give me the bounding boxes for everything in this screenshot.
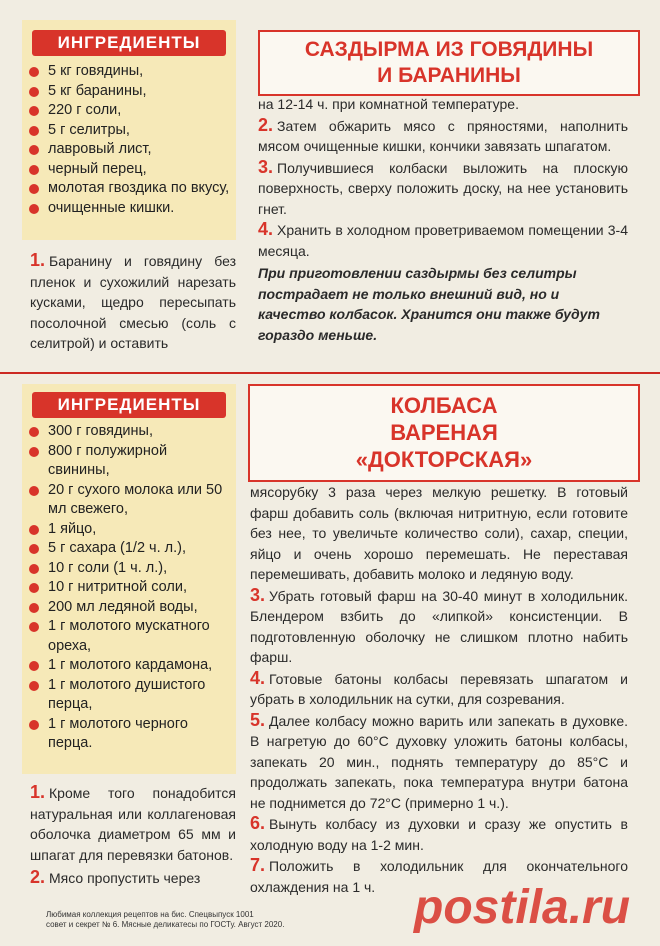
ingredient-item: 5 кг баранины, (22, 82, 230, 102)
step-paragraph (258, 157, 628, 220)
step-number: 1. (30, 782, 46, 802)
ingredient-item: молотая гвоздика по вкусу, (22, 179, 230, 199)
recipe-title-line: И БАРАНИНЫ (377, 64, 521, 87)
ingredients-box-1 (22, 20, 236, 240)
ingredient-item: 300 г говядины, (22, 422, 230, 442)
recipe-title-line: САЗДЫРМА ИЗ ГОВЯДИНЫ (304, 38, 594, 61)
step-paragraph (30, 250, 236, 354)
step-paragraph (250, 710, 628, 814)
ingredient-item: 220 г соли, (22, 101, 230, 121)
publication-footer (46, 910, 346, 930)
ingredients-heading: ИНГРЕДИЕНТЫ (32, 30, 226, 56)
step-text: Хранить в холодном проветриваемом помещении 3-4 месяца. (258, 222, 628, 259)
footer-line: совет и секрет № 6. Мясные деликатесы по ГОСТу. Август 2020. (46, 920, 285, 929)
ingredient-item: 200 мл ледяной воды, (22, 598, 230, 618)
recipe-title-line: ВАРЕНАЯ (390, 420, 498, 445)
ingredients-box-2 (22, 384, 236, 774)
ingredients-heading: ИНГРЕДИЕНТЫ (32, 392, 226, 418)
ingredient-item: 800 г полужирной свинины, (22, 442, 230, 481)
step-text: Положить в холодильник для окончательного охлаждения на 1 ч. (250, 858, 628, 895)
step-text: Убрать готовый фарш на 30-40 минут в холодильник. Блендером взбить до «липкой» консистенции. В подготовленную оболочку не слишком плотно набить фарш. (250, 587, 628, 665)
step-number: 3. (258, 156, 274, 177)
ingredient-item: 10 г нитритной соли, (22, 578, 230, 598)
ingredient-item: 20 г сухого молока или 50 мл свежего, (22, 481, 230, 520)
ingredient-item: 5 г сахара (1/2 ч. л.), (22, 539, 230, 559)
recipe-title-line: «ДОКТОРСКАЯ» (355, 447, 533, 472)
ingredient-item: 10 г соли (1 ч. л.), (22, 559, 230, 579)
recipe-title-box (248, 384, 640, 482)
step-text: Вынуть колбасу из духовки и сразу же опустить в холодную воду на 1-2 мин. (250, 816, 628, 853)
step-number: 6. (250, 813, 266, 833)
step-paragraph (250, 585, 628, 668)
step-paragraph (250, 813, 628, 855)
ingredient-item: лавровый лист, (22, 140, 230, 160)
step-paragraph (258, 219, 628, 261)
step-number: 4. (258, 219, 274, 239)
step-number: 2. (30, 867, 46, 887)
watermark-logo: postila.ru (414, 881, 631, 934)
note-paragraph: При приготовлении саздырмы без селитры пострадает не только внешний вид, но и качество колбасок. Хранится они также будут гораздо меньше. (258, 265, 600, 343)
ingredient-item: 5 г селитры, (22, 121, 230, 141)
step-text: Баранину и говядину без пленок и сухожилий нарезать кусками, щедро пересыпать посолочной смесью (соль с селитрой) и оставить (30, 253, 236, 351)
step-text: Получившиеся колбаски выложить на плоскую поверхность, сверху положить доску, на нее установить гнет. (258, 159, 628, 217)
step-number: 5. (250, 709, 266, 730)
step-paragraph (30, 867, 236, 889)
step-paragraph (258, 115, 628, 157)
ingredient-item: 5 кг говядины, (22, 62, 230, 82)
step-continuation: мясорубку 3 раза через мелкую решетку. В готовый фарш добавить соль (включая нитритную, если готовите без нее, то увеличьте количество соли), сахар, специи, яйцо и очень хорошо перемешать. Не переставая перемешивать, добавить молоко и ледяную воду. (250, 484, 628, 582)
step-number: 2. (258, 114, 274, 135)
recipe-title-box (258, 30, 640, 96)
footer-line: Любимая коллекция рецептов на бис. Спецвыпуск 1001 (46, 910, 254, 919)
ingredients-list (22, 422, 236, 754)
step-continuation: на 12-14 ч. при комнатной температуре. (258, 96, 519, 112)
ingredient-item: 1 г молотого черного перца. (22, 715, 230, 754)
section-divider (0, 372, 660, 374)
ingredient-item: черный перец, (22, 160, 230, 180)
ingredient-item: 1 г молотого душистого перца, (22, 676, 230, 715)
ingredient-item: 1 г молотого мускатного ореха, (22, 617, 230, 656)
step-number: 7. (250, 855, 266, 875)
step-text: Далее колбасу можно варить или запекать в духовке. В нагретую до 60°С духовку уложить батоны колбасы, запекать 20 мин., поднять температуру до 85°С и продолжать запекать, пока температура внутри батона не поднимется до 72°С (примерно 1 ч.). (250, 712, 628, 811)
ingredient-item: 1 г молотого кардамона, (22, 656, 230, 676)
step-text: Затем обжарить мясо с пряностями, наполнить мясом очищенные кишки, кончики завязать шпагатом. (258, 117, 628, 154)
step-number: 3. (250, 584, 266, 605)
ingredients-list (22, 62, 236, 218)
step-text: Готовые батоны колбасы перевязать шпагатом и убрать в холодильник на сутки, для созревания. (250, 670, 628, 707)
step-paragraph (30, 782, 236, 865)
recipe1-right-column (258, 94, 628, 345)
step-text: Кроме того понадобится натуральная или коллагеновая оболочка диаметром 65 мм и шпагат для перевязки батонов. (30, 785, 236, 863)
recipe2-left-steps (30, 782, 236, 889)
recipe2-right-column (250, 482, 628, 897)
step-paragraph (250, 668, 628, 710)
step-number: 4. (250, 667, 266, 688)
recipe-title-line: КОЛБАСА (390, 393, 498, 418)
ingredient-item: 1 яйцо, (22, 520, 230, 540)
step-number: 1. (30, 250, 46, 270)
ingredient-item: очищенные кишки. (22, 199, 230, 219)
step-text: Мясо пропустить через (49, 870, 201, 886)
